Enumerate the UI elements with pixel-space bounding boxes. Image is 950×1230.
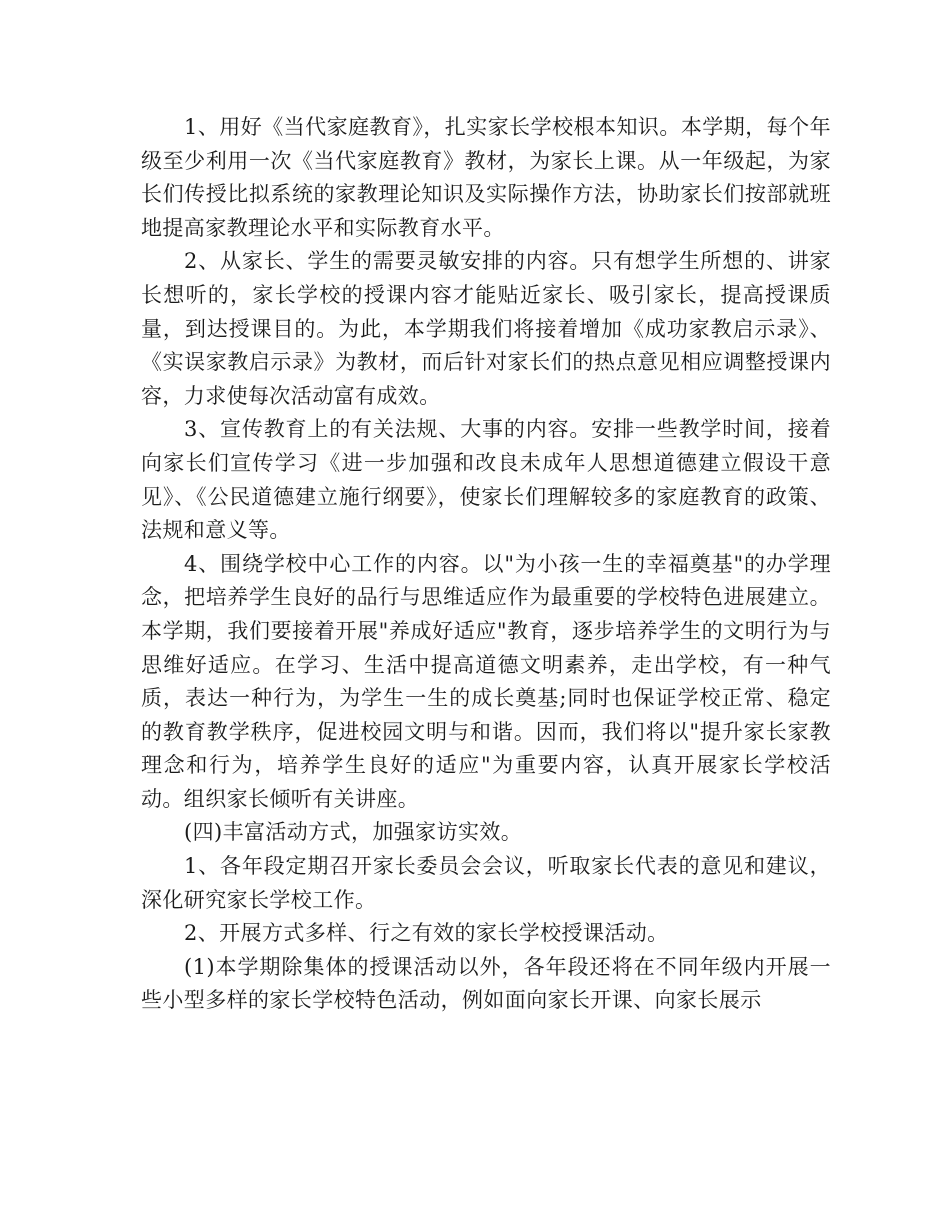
document-body [141, 111, 831, 1018]
section-heading-4: (四)丰富活动方式，加强家访实效。 [184, 820, 523, 845]
paragraph-item-2: 2、从家长、学生的需要灵敏安排的内容。只有想学生所想的、讲家长想听的，家长学校的授课内容才能贴近家长、吸引家长，提高授课质量，到达授课目的。为此，本学期我们将接着增加《成功家教启示录》、《实误家教启示录》为教材，而后针对家长们的热点意见相应调整授课内容，力求使每次活动富有成效。 [141, 249, 831, 408]
paragraph-item-4: 4、围绕学校中心工作的内容。以"为小孩一生的幸福奠基"的办学理念，把培养学生良好的品行与思维适应作为最重要的学校特色进展建立。本学期，我们要接着开展"养成好适应"教育，逐步培养学生的文明行为与思维好适应。在学习、生活中提高道德文明素养，走出学校，有一种气质，表达一种行为，为学生一生的成长奠基;同时也保证学校正常、稳定的教育教学秩序，促进校园文明与和谐。因而，我们将以"提升家长家教理念和行为，培养学生良好的适应"为重要内容，认真开展家长学校活动。组织家长倾听有关讲座。 [141, 551, 831, 811]
paragraph-item-7: (1)本学期除集体的授课活动以外，各年段还将在不同年级内开展一些小型多样的家长学校特色活动，例如面向家长开课、向家长展示 [141, 954, 831, 1013]
paragraph-item-3: 3、宣传教育上的有关法规、大事的内容。安排一些教学时间，接着向家长们宣传学习《进一步加强和改良未成年人思想道德建立假设干意见》、《公民道德建立施行纲要》，使家长们理解较多的家庭教育的政策、法规和意义等。 [141, 417, 831, 543]
paragraph-item-5: 1、各年段定期召开家长委员会会议，听取家长代表的意见和建议，深化研究家长学校工作。 [141, 854, 831, 912]
paragraph-item-1: 1、用好《当代家庭教育》，扎实家长学校根本知识。本学期，每个年级至少利用一次《当代家庭教育》教材，为家长上课。从一年级起，为家长们传授比拟系统的家教理论知识及实际操作方法，协助家长们按部就班地提高家教理论水平和实际教育水平。 [141, 115, 831, 240]
paragraph-item-6: 2、开展方式多样、行之有效的家长学校授课活动。 [184, 921, 669, 946]
